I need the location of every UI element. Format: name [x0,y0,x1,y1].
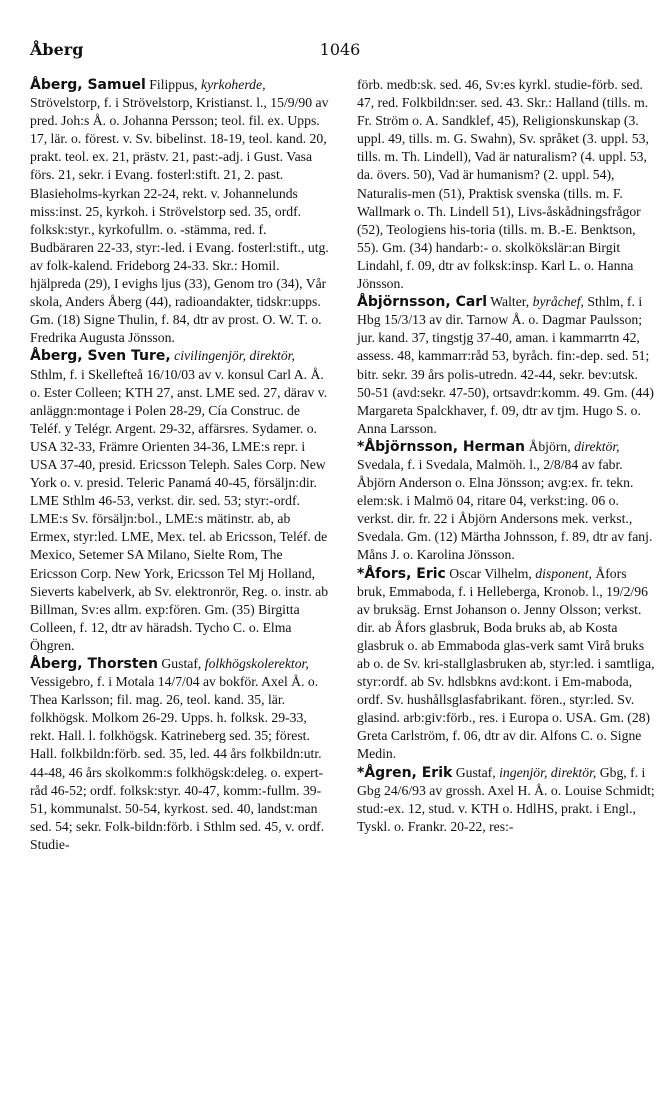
entry-text: Sthlm, f. i Skellefteå 16/10/03 av v. konsul Carl A. Å. o. Ester Colleen; KTH 27, anst. LME sed. 27, därav v. anläggn:montage i Polen 28-29, Cía Construc. de Teléf. y Telégr. Argent. 29-32, affärsres. Sydamer. o. USA 32-33, Främre Orienten 34-36, LME:s repr. i USA 37-40, presid. Ericsson Teleph. Sales Corp. New York o. v. presid. Teleric Panamá 40-45, försäljn:dir. LME Sthlm 46-53, verkst. dir. sed. 53; styr:-ordf. LME:s Sv. försäljn:bol., LME:s mätinstr. ab, ab Ermex, styr:led. LME, Mex. tel. ab Ericsson, Teléf. de Mexico, Setemer SA Milano, Sielte Rom, The Ericsson Corp. New York, Ericsson Tel Mj Holland, Sieverts kabelverk, ab Sv. elektronrör, Reg. o. instr. ab Billman, Sv:es allm. exp:fören. Gm. (35) Birgitta Colleen, f. 12, dtr av häradsh. Tycho C. o. Elma Öhgren. [30,366,329,653]
entry-occupation: ingenjör, direktör, [499,764,597,780]
running-headword: Åberg [30,40,84,59]
entry [30,76,330,347]
entry-given-names: Oscar Vilhelm, [445,565,536,581]
entry [357,764,657,836]
entry [30,347,330,655]
entry-given-names: Åbjörn, [525,438,575,454]
entry-name: *Ågren, Erik [357,764,453,781]
entry-given-names: Walter, [487,294,533,310]
entry-text: förb. medb:sk. sed. 46, Sv:es kyrkl. studie-förb. sed. 47, red. Folkbildn:ser. sed. 43. Skr.: Halland (tills. m. Fr. Ström o. A. Sandklef, 45), Religionskunskap (3. uppl. 49, tills. m. G. Swahn), Sv. språket (3. uppl. 53, tills. m. Th. Lindell), Vad är naturalism? (4. uppl. 53, da. övers. 50), Vad är humanism? (2. uppl. 54), Naturalis-men (51), Praktisk svenska (tills. m. F. Wallmark o. Th. Lindell 51), Livs-åskådningsfrågor (52), Teologiens his-toria (tills. m. B.-E. Benktson, 55). Gm. (34) handarb:- o. skolkökslär:an Birgit Lindahl, f. 09, dtr av folksk:insp. Karl L. o. Hanna Jönsson. [357,77,649,292]
entry-occupation: kyrkoherde, [201,77,266,92]
entry-occupation: byråchef, [532,294,584,310]
entry-name: Åberg, Samuel [30,77,146,93]
entry [357,438,657,565]
entry-name: *Åbjörnsson, Herman [357,438,526,455]
entry-occupation: folkhögskolerektor, [204,656,309,671]
entry-text: Åfors bruk, Emmaboda, f. i Helleberga, Kronob. l., 19/2/96 av bruksäg. Ernst Johanson o. Jenny Olsson; verkst. dir. ab Åfors glasbruk, Boda bruks ab, ab Kosta glasbruk o. ab Emmaboda glas-verk samt Virå bruks ab o. de Sv. kri-stallglasbruken ab, styr:led. i samtliga, styr:ordf. ab Sv. hdlsbkns avd:kont. i Em-maboda, ordf. Sv. hushållsglasfabrikant. fören., styr:led. Sv. glasind. arb:giv:förb., res. i Europa o. USA. Gm. (28) Greta Carlström, f. 06, dtr av dir. Alfons C. o. Signe Medin. [357,565,655,762]
entry-occupation: direktör, [574,438,620,454]
entry-name: Åberg, Thorsten [30,656,158,672]
entry-text: Vessigebro, f. i Motala 14/7/04 av bokför. Axel Å. o. Thea Karlsson; fil. mag. 26, teol. kand. 35, lär. folkhögsk. Molkom 26-29. Upps. h. folksk. 29-33, rekt. Hall. l. folkhögsk. Katrineberg sed. 35; förest. Hall. folkbildn:förb. sed. 35, led. 44 års folkbildn:utr. 44-48, 46 års skolkomm:s folkhögsk:deleg. o. expert-råd 46-52; ordf. folksk:styr. 40-47, komm:-fullm. 39-51, kommunalst. 50-54, kyrkost. sed. 40, landst:man sed. 54; sekr. Folk-bildn:förb. i Sthlm sed. 45, v. ordf. Studie- [30,674,325,852]
entry-given-names: Gustaf, [158,656,205,671]
entry-given-names: Gustaf, [452,764,500,780]
left-column [30,76,330,854]
entry [30,655,330,854]
entry-text: Gbg, f. i Gbg 24/6/93 av grossh. Axel H. Å. o. Louise Schmidt; stud:-ex. 12, stud. v. KTH o. HdlHS, prakt. i Engl., Tyskl. o. Frankr. 20-22, res:- [357,764,655,834]
entry [357,293,657,438]
entry [357,565,657,764]
entry-given-names: Filippus, [145,77,202,92]
entry-text: Sthlm, f. i Hbg 15/3/13 av dir. Tarnow Å. o. Dagmar Paulsson; jur. kand. 37, tingstjg 37-40, aman. i kammarrtn 42, assess. 48, kammarr:råd 53, byråch. fin:-dep. sed. 51; bitr. sekr. 39 års polis-utredn. 42-44, sekr. bev:utsk. 50-51 (avd:sekr. 47-50), ortsavdr:komm. 49. Gm. (44) Margareta Spalckhaver, f. 09, dtr av tjm. Hugo S. o. Anna Larsson. [357,294,654,436]
entry-name: Åbjörnsson, Carl [357,294,488,311]
entry-text: Svedala, f. i Svedala, Malmöh. l., 2/8/84 av fabr. Åbjörn Anderson o. Elna Jönsson; avg:ex. fr. tekn. elem:sk. i Malmö 04, ritare 04, verkst:ing. 06 o. verkst. dir. fr. 22 i Åbjörn Andersons mek. verkst., Svedala. Gm. (12) Märtha Johnsson, f. 89, dtr av fanj. Måns J. o. Karolina Jönsson. [357,456,653,563]
entry-occupation: disponent, [535,565,592,581]
entry-name: *Åfors, Eric [357,565,446,582]
right-column [357,76,657,836]
page-header [30,40,650,66]
entry-occupation: civilingenjör, direktör, [174,348,295,364]
entry-name: Åberg, Sven Ture, [30,348,171,365]
entry-text: Strövelstorp, f. i Strövelstorp, Kristianst. l., 15/9/90 av pred. Joh:s Å. o. Johanna Persson; teol. fil. ex. Upps. 17, lär. o. förest. v. Sv. bibelinst. 18-19, teol. kand. 20, prakt. teol. ex. 21, prästv. 21, past:-adj. i Gust. Vasa förs. 21, sekr. i Evang. fosterl:stift. 21, 2. past. Blasieholms-kyrkan 22-24, rekt. v. Johannelunds miss:inst. 25, kyrkoh. i Strövelstorp sed. 35, ordf. folksk:styr., kyrkofullm. o. -stämma, red. f. Budbäraren 22-33, styr:-led. i Evang. fosterl:stift., utg. av folk-kalend. Frideborg 24-33. Skr.: Homil. hjälpreda (29), I evighs ljus (33), Genom tro (34), Vår skola, Anders Åberg (44), radioandakter, tidskr:upps. Gm. (18) Signe Thulin, f. 84, dtr av prost. O. W. T. o. Fredrika Augusta Jönsson. [30,95,329,346]
entry-continuation [357,76,657,293]
page-number: 1046 [319,40,361,59]
